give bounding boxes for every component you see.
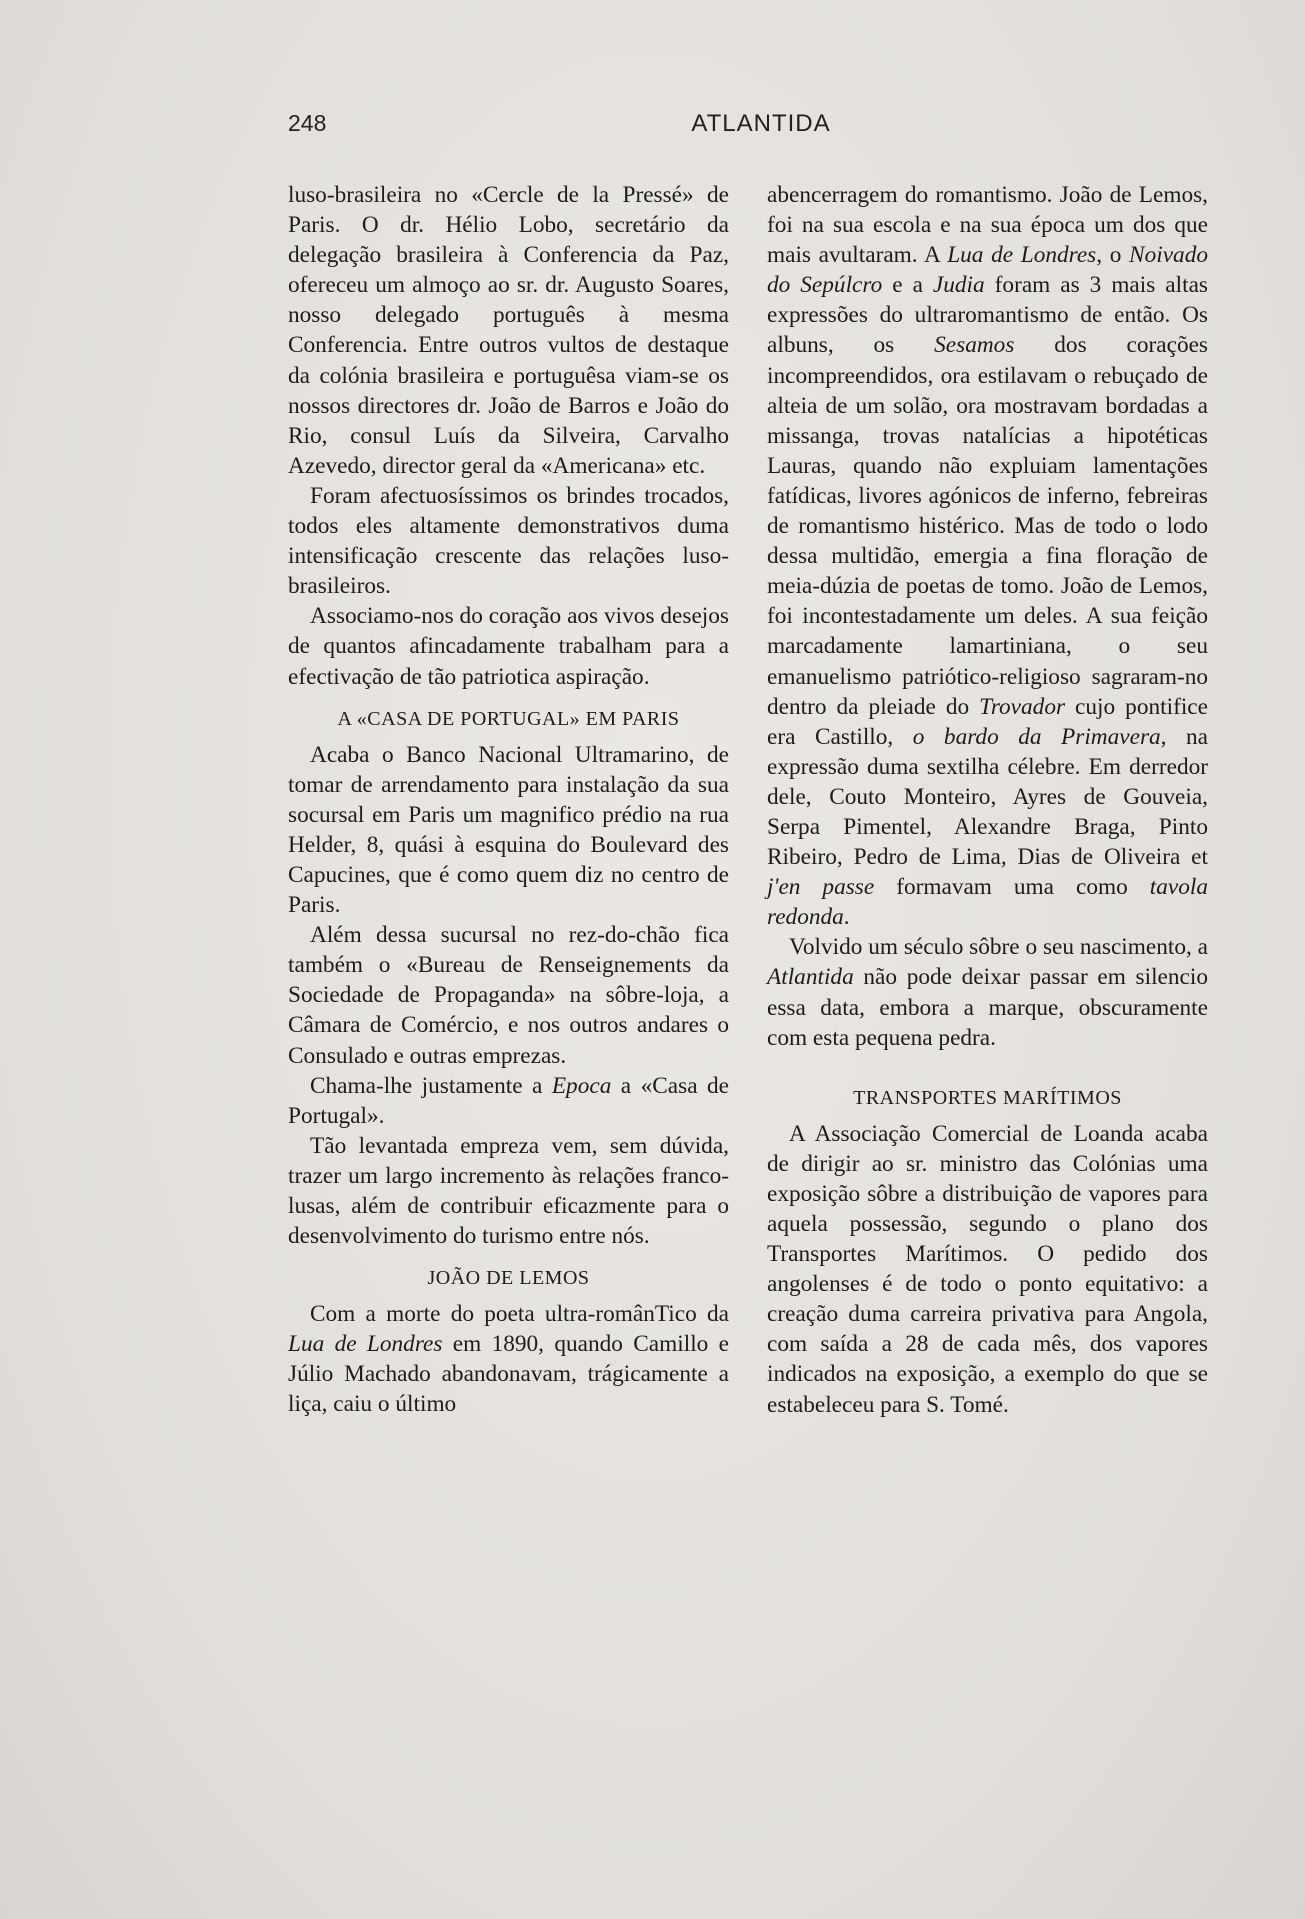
text-run: Com a morte do poeta ultra-românTico da — [310, 1301, 729, 1328]
italic-text: Lua de Londres — [947, 242, 1097, 269]
paragraph: Além dessa sucursal no rez-do-chão fica também o «Bureau de Renseignements da Sociedade de Propaganda» na sôbre-loja, a Câmara de Comércio, e nos outros andares o Consulado e outras emprezas. — [288, 922, 729, 1069]
text-run: cujo pontifice era Castillo, — [767, 693, 1208, 750]
paragraph — [767, 932, 1208, 1052]
section-heading: TRANSPORTES MARÍTIMOS — [853, 1086, 1122, 1109]
text-run: e a — [882, 272, 933, 299]
running-title: ATLANTIDA — [691, 110, 831, 137]
text-run: a «Casa de Portugal». — [288, 1072, 729, 1129]
text-run: , o — [1096, 242, 1130, 269]
paragraph: Tão levantada empreza vem, sem dúvida, trazer um largo incremento às relações franco-lusas, além de contribuir eficazmente para o desenvolvimento do turismo entre nós. — [288, 1132, 729, 1250]
italic-text: Epoca — [551, 1072, 612, 1099]
right-column — [767, 180, 1208, 1420]
paragraph — [288, 1299, 729, 1419]
paragraph: Associamo-nos do coração aos vivos desejos de quantos afincadamente trabalham para a efectivação de tão patriotica aspiração. — [288, 603, 729, 690]
italic-text: Trovador — [979, 693, 1066, 720]
italic-text: Sesamos — [934, 332, 1015, 359]
page-number: 248 — [288, 110, 327, 136]
paragraph — [767, 180, 1208, 932]
left-column — [288, 180, 729, 1420]
text-run: . — [843, 904, 850, 931]
section-heading: JOÃO DE LEMOS — [427, 1267, 590, 1290]
page-header — [288, 110, 948, 150]
italic-text: Noivado do Sepúlcro — [767, 242, 1208, 299]
text-run: abencerragem do romantismo. João de Lemos, foi na sua escola e na sua época um dos que mais avultaram. A — [767, 182, 1208, 269]
italic-text: j'en passe — [767, 874, 875, 901]
italic-text: Lua de Londres — [288, 1331, 443, 1358]
text-run: foram as 3 mais altas expressões do ultraromantismo de então. Os albuns, os — [767, 272, 1208, 359]
paragraph: Acaba o Banco Nacional Ultramarino, de tomar de arrendamento para instalação da sua socursal em Paris um magnifico prédio na rua Helder, 8, quási à esquina do Boulevard des Capucines, que é como quem diz no centro de Paris. — [288, 741, 729, 919]
italic-text: o bardo da Primavera — [912, 723, 1161, 750]
paragraph: A Associação Comercial de Loanda acaba de dirigir ao sr. ministro das Colónias uma exposição sôbre a distribuição de vapores para aquela possessão, segundo o plano dos Transportes Marítimos. O pedido dos angolenses é de todo o ponto equitativo: a creação duma carreira privativa para Angola, com saída a 28 de cada mês, dos vapores indicados na exposição, a exemplo do que se estabeleceu para S. Tomé. — [767, 1120, 1208, 1418]
text-run: dos corações incompreendidos, ora estilavam o rebuçado de alteia de um solão, ora mostravam bordadas a missanga, trovas natalícias a hipotéticas Lauras, quando não expluiam lamentações fatídicas, livores agónicos de inferno, febreiras de romantismo histérico. Mas de todo o lodo dessa multidão, emergia a fina floração de meia-dúzia de poetas de tomo. João de Lemos, foi incontestadamente um deles. A sua feição marcadamente lamartiniana, o seu emanuelismo patriótico-religioso sagraram-no dentro da pleiade do — [767, 332, 1209, 720]
section-heading: A «CASA DE PORTUGAL» EM PARIS — [337, 707, 680, 730]
text-run: Volvido um século sôbre o seu nascimento, a — [789, 934, 1208, 961]
italic-text: Judia — [932, 272, 985, 299]
paragraph: luso-brasileira no «Cercle de la Pressé» de Paris. O dr. Hélio Lobo, secretário da delegação brasileira à Conferencia da Paz, ofereceu um almoço ao sr. dr. Augusto Soares, nosso delegado português à mesma Conferencia. Entre outros vultos de destaque da colónia brasileira e portuguêsa viam-se os nossos directores dr. João de Barros e João do Rio, consul Luís da Silveira, Carvalho Azevedo, director geral da «Americana» etc. — [288, 182, 729, 479]
text-run: , na expressão duma sextilha célebre. Em derredor dele, Couto Monteiro, Ayres de Gouveia, Serpa Pimentel, Alexandre Braga, Pinto Ribeiro, Pedro de Lima, Dias de Oliveira et — [767, 723, 1208, 871]
italic-text: Atlantida — [767, 964, 854, 991]
text-run: Chama-lhe justamente a — [310, 1072, 552, 1099]
paragraph: Foram afectuosíssimos os brindes trocados, todos eles altamente demonstrativos duma intensificação crescente das relações luso-brasileiros. — [288, 482, 729, 600]
text-run: não pode deixar passar em silencio essa data, embora a marque, obscuramente com esta pequena pedra. — [767, 964, 1208, 1051]
text-run: formavam uma como — [874, 874, 1150, 901]
paragraph — [288, 1071, 729, 1131]
text-run: em 1890, quando Camillo e Júlio Machado abandonavam, trágicamente a liça, caiu o último — [288, 1331, 729, 1418]
italic-text: tavola redonda — [767, 874, 1208, 931]
